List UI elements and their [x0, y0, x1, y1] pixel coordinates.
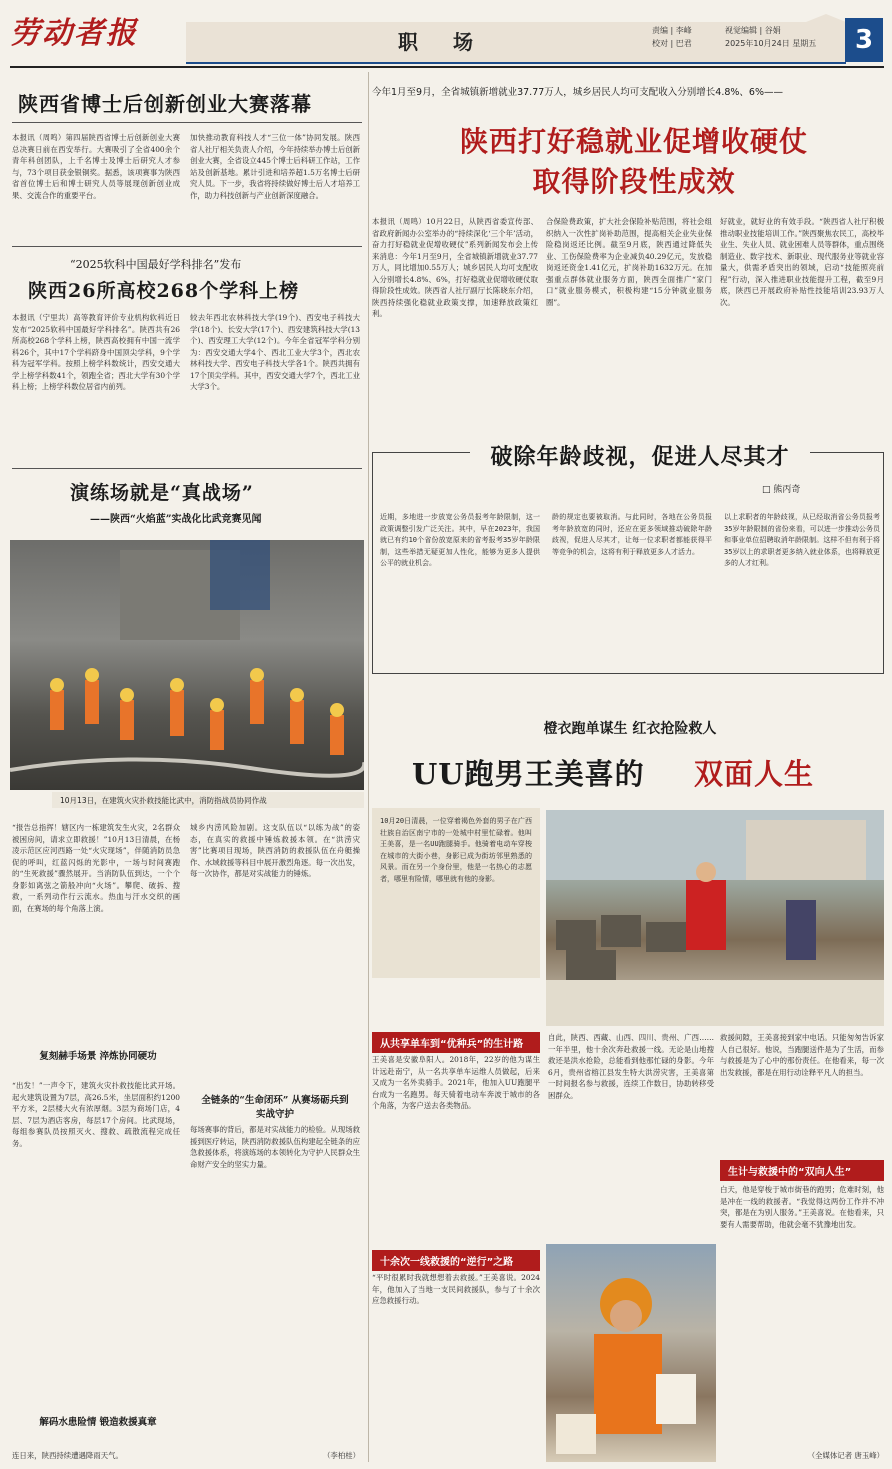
visual-editor-line: 视觉编辑 | 谷娟: [725, 26, 781, 35]
story3-col1: “报告总指挥！辖区内一栋建筑发生火灾，2名群众被困房间，请求立即救援！”10月13日清晨，在杨凌示范区应河西路一处“火灾现场”，伴随消防员急促的呼叫，红蓝闪烁的光影中，一场与时间赛跑的“生死救援”骤然展开。当消防队伍到达，一个个身影如离弦之箭般冲向“火场”。攀爬、破拆、搜救，一系列动作行云流水。热血与汗水交织的画面，在赛场的每个角落上演。: [12, 823, 180, 913]
divider: [12, 468, 362, 469]
story4-col2: 合保险费政策，扩大社会保险补贴范围，将社会组织纳入一次性扩岗补助范围，提高相关企业失业保险稳岗返还比例。截至9月底，陕西通过降低失业、工伤保险费率为企业减负40.29亿元，发放稳岗返还资金1.41亿元，扩岗补助1632万元。在加强重点群体就业服务方面，陕西全面推广“家门口”就业服务模式，积极构建“15分钟就业服务圈”。: [546, 217, 712, 307]
story5-col3: 救援间隙，王美喜接到家中电话。只能匆匆告诉家人自己很好。他说，当跑腿送件是为了生活，而参与救援是为了心中的那份责任。在他看来，每一次出发救援，都是在用行动诠释平凡人的担当。: [720, 1033, 884, 1077]
story2-headline: 陕西26所高校268个学科上榜: [28, 280, 300, 302]
page-number: 3: [845, 18, 883, 62]
story5-byline: （全媒体记者 唐玉峰）: [807, 1451, 884, 1460]
story5-kicker: 橙衣跑单谋生 红衣抢险救人: [543, 721, 717, 737]
story4-headline-2: 取得阶段性成效: [532, 165, 736, 198]
story5-intro: 10月20日清晨，一位穿着褐色外套的男子在广西壮族自治区南宁市的一处城中村里忙碌着。他叫王美喜，是一名UU跑腿骑手。他骑着电动车穿梭在城市的大街小巷，身影已成为街坊邻里熟悉的风景。而在另一个身份里，他是一名热心的志愿者，哪里有险情，哪里就有他的身影。: [380, 817, 532, 883]
story1-rule: [12, 122, 362, 123]
story3-subhead: ——陕西“火焰蓝”实战化比武竞赛见闻: [90, 514, 262, 525]
story4-headline-1: 陕西打好稳就业促增收硬仗: [459, 125, 808, 158]
story3-col1c: 连日来，陕西持续遭遇降雨天气。: [12, 1451, 123, 1460]
essay-title: 破除年龄歧视，促进人尽其才: [470, 440, 810, 471]
story5-sub2: 十余次一线救援的“逆行”之路: [372, 1250, 540, 1271]
story3-sub3: 全链条的“生命闭环” 从赛场砺兵到实战守护: [201, 1095, 349, 1120]
column-divider: [368, 72, 369, 1462]
story3-headline: 演练场就是“真战场”: [70, 482, 254, 504]
story5-col1: 王美喜是安徽阜阳人。2018年，22岁的他为谋生计远赴南宁，从一名共享单车运维人员做起，后来又成为一名外卖骑手。2021年，他加入UU跑腿平台成为一名跑男。每天骑着电动车奔波于城市的各个角落，为客户送去各类物品。: [372, 1055, 540, 1110]
story4-col1: 本报讯（周鸣）10月22日，从陕西省委宣传部、省政府新闻办公室举办的“持续深化‘三个年’活动，奋力打好稳就业促增收硬仗”系列新闻发布会上传来消息：今年1月至9月，全省城镇新增就业37.77万人，同比增加0.55万人；城乡居民人均可支配收入分别增长4.8%、6%，打好稳就业促增收硬仗取得阶段性成效。陕西省人社厅副厅长陈晓东介绍，陕西持续强化稳就业政策支撑，加速释放政策红利。: [372, 217, 538, 318]
essay-author: □ 熊丙奇: [762, 485, 801, 495]
essay-col2: 龄的规定也要被取消。与此同时，各地在公务员报考年龄放宽的同时，还应在更多领域推动破除年龄歧视，促进人尽其才，让每一位求职者都能获得平等竞争的机会，这将有利于释放更多人才活力。: [552, 513, 712, 556]
divider: [12, 246, 362, 247]
story1-col2: 加快推动教育科技人才“三位一体”协同发展。陕西省人社厅相关负责人介绍，今年持续举办博士后创新创业大赛，全省设立445个博士后科研工作站，工作站及创新基地。累计引进和培养超1.5万名博士后研究人员。下一步，我省将持续做好博士后人才培养工作，助力科技创新与产业创新深度融合。: [190, 133, 360, 200]
essay-col3: 以上求职者的年龄歧视，从已经取消省公务员报考35岁年龄限制的省份来看，可以进一步推动公务员和事业单位招聘取消年龄限制。这样不但有利于将35岁以上的求职者更多纳入就业体系，也将释放更多的人才红利。: [724, 513, 880, 567]
editor-credits: [652, 24, 692, 50]
rescue-illustration: [546, 810, 884, 1026]
story5-headline-a: UU跑男王美喜的: [412, 757, 645, 791]
story5-sub1: 从共享单车到“优种兵”的生计路: [372, 1032, 540, 1053]
firefighters-photo: [10, 540, 364, 790]
courier-illustration: [546, 1244, 716, 1462]
masthead-logo: 劳动者报: [10, 16, 138, 51]
story1-col1: 本报讯（周鸣）第四届陕西省博士后创新创业大赛总决赛日前在西安举行。大赛吸引了全省400余个青年科创团队，上千名博士及博士后研究人才参与，73个项目获金银铜奖。据悉，该项赛事为陕西省首位博士后和博士研究人员等展现创新创业成果、交流合作的重要平台。: [12, 133, 180, 200]
story3-sub2: 解码水患险情 锻造救援真章: [39, 1417, 157, 1428]
story2-col1: 本报讯（宁里共）高等教育评价专业机构软科近日发布“2025软科中国最好学科排名”。陕西共有26所高校268个学科上榜，陕西高校拥有中国一流学科26个，其中17个学科跻身中国顶尖学科，9个学科为冠军学科。按照上榜学科数统计，西安交通大学上榜学科数41个，领跑全省；西北大学有30个学科上榜；上榜学科数位居省内前列。: [12, 313, 180, 391]
rescue-photo: [546, 810, 884, 1026]
story3-col2b: 每场赛事的背后，都是对实战能力的检验。从现场救援到医疗转运，陕西消防救援队伍构建起全链条的应急救援体系，将演练场的本领转化为守护人民群众生命财产安全的坚实力量。: [190, 1125, 360, 1169]
editor-line: 责编 | 李峰: [652, 26, 692, 35]
essay-col1: 近期，多地进一步放宽公务员报考年龄限制，这一政策调整引发广泛关注。其中，早在2023年，我国就已有约10个省份放宽原来的省考报考35岁年龄限制，这些举措无疑更加人性化，能够为更多人提供公平的就业机会。: [380, 513, 540, 567]
firefighters-illustration: [10, 540, 364, 790]
story3-sub1: 复刻赫手场景 淬炼协同硬功: [39, 1051, 157, 1062]
section-title: 职 场: [398, 30, 487, 54]
story3-col2: 城乡内涝风险加剧。这支队伍以“以练为战”的姿态，在真实的救援中锤炼救援本领。在“洪涝灾害”比赛项目现场，陕西消防的救援队伍在舟艇操作、水域救援等科目中展开激烈角逐。每一次出发，每一次协作，都是对实战能力的锤炼。: [190, 823, 360, 878]
visual-credits: [725, 24, 816, 50]
header-rule: [10, 66, 884, 68]
story5-sub3: 生计与救援中的“双向人生”: [720, 1160, 884, 1181]
story1-headline: 陕西省博士后创新创业大赛落幕: [18, 92, 312, 116]
story5-col1b: “平时很累时我就想想着去救援。”王美喜说。2024年，他加入了当地一支民间救援队，参与了十余次应急救援行动。: [372, 1273, 540, 1305]
story3-col1b: “出发！”一声令下，建筑火灾扑救技能比武开场。起火建筑设置为7层，高26.5米，坐层面积约1200平方米，2层楼大火有浓厚烟。3层为商场门店，4层、7层为酒店客房，每层17个房间。比武现场，每组参赛队员按照灭火、搜救、疏散流程完成任务。: [12, 1081, 180, 1148]
story5-col3b: 白天，他是穿梭于城市街巷的跑男；危难时刻，他是冲在一线的救援者。“我觉得这两份工作并不冲突，都是在为别人服务。”王美喜说。在他看来，只要有人需要帮助，他就会毫不犹豫地出发。: [720, 1185, 884, 1229]
story4-col3: 好就业，就好业的有效手段。“陕西省人社厅积极推动职业技能培训工作。”陕西聚焦农民工，高校毕业生、失业人员、就业困难人员等群体，重点围绕制造业、数字技术、新职业、现代服务业等就业容量大，供需矛盾突出的领域，启动“技能照亮前程”行动，深入推进职业技能提升工程，截至9月底，陕西已开展政府补贴性技能培训23.93万人次。: [720, 217, 884, 307]
date-line: 2025年10月24日 星期五: [725, 39, 817, 48]
story2-col2: 较去年西北农林科技大学(19个)、西安电子科技大学(18个)、长安大学(17个)、西安建筑科技大学(13个)、西安理工大学(12个)。今年全省冠军学科分别为：西安交通大学4个、西北工业大学3个，西北农林科技大学、西安电子科技大学各1个。陕西共拥有17个顶尖学科。其中，西安交通大学7个，西北工业大学3个。: [190, 313, 360, 391]
proof-line: 校对 | 巴君: [652, 39, 692, 48]
photo-caption: 10月13日，在建筑火灾扑救技能比武中，消防指战员协同作战: [60, 796, 267, 805]
story5-col2: 自此，陕西、西藏、山西、四川、贵州、广西……一年半里，他十余次奔赴救援一线。无论是山地搜救还是洪水抢险，总能看到他那忙碌的身影。今年6月，贵州省榕江县发生特大洪涝灾害，王美喜第一时间报名参与救援，连续工作数日，协助转移受困群众。: [548, 1033, 714, 1100]
story3-byline: （李柏桂）: [323, 1451, 360, 1460]
story5-headline-b: 双面人生: [694, 757, 815, 791]
story2-kicker: “2025软科中国最好学科排名”发布: [70, 258, 242, 271]
courier-photo: [546, 1244, 716, 1462]
story4-kicker: 今年1月至9月，全省城镇新增就业37.77万人，城乡居民人均可支配收入分别增长4.8%、6%——: [372, 87, 783, 98]
